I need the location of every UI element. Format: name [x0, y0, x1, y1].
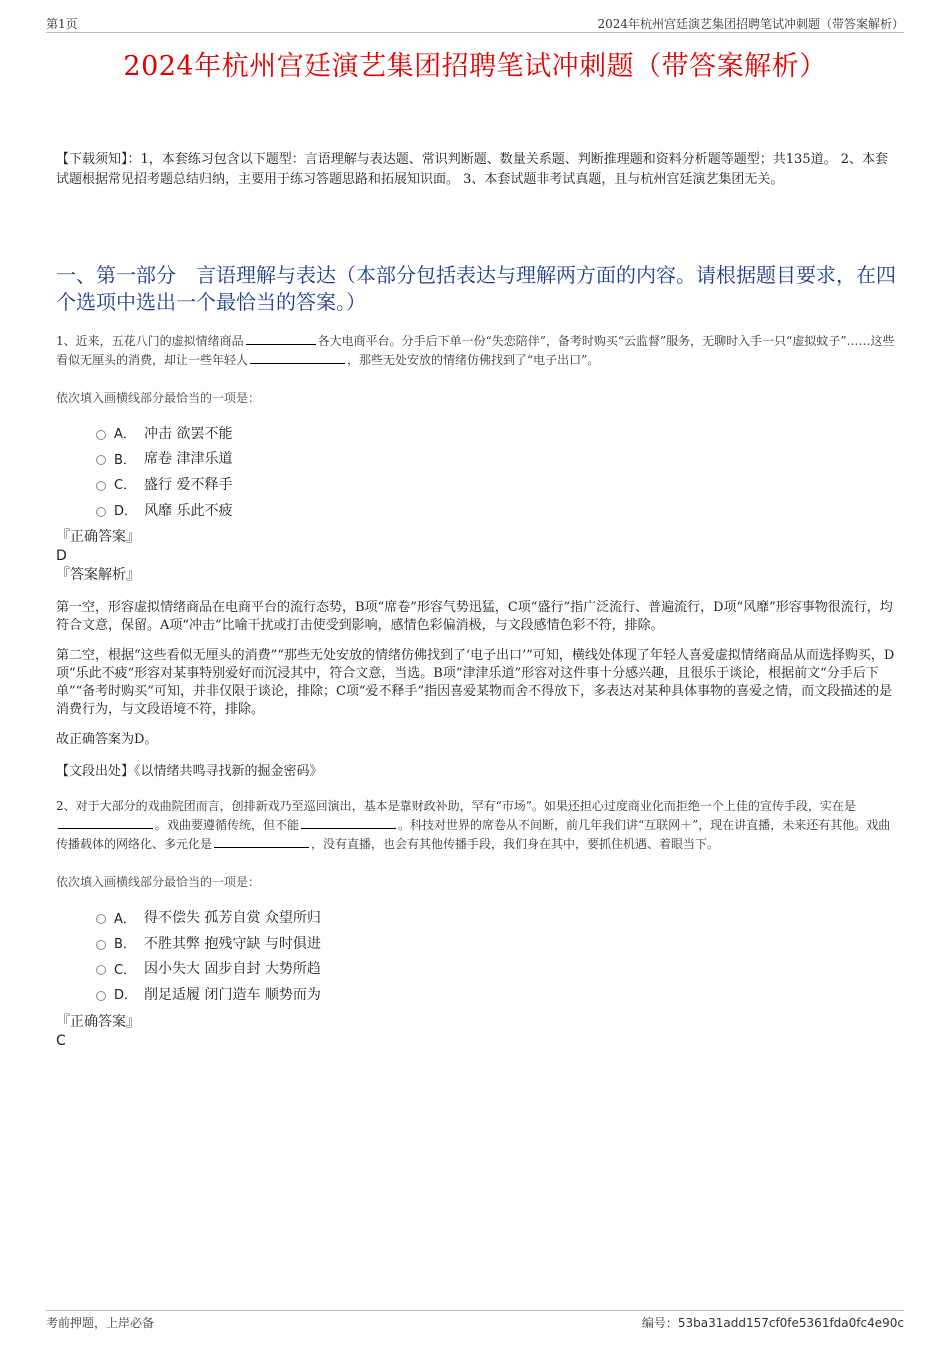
q1-analysis-p3: 故正确答案为D。	[56, 732, 158, 748]
q1-options	[96, 420, 898, 522]
q1-blank-2	[250, 351, 345, 364]
document-body	[56, 150, 898, 1051]
option-text: 因小失大 固步自封 大势所趋	[144, 961, 321, 978]
radio-icon[interactable]	[96, 481, 106, 491]
radio-icon[interactable]	[96, 965, 106, 975]
option-text: 盛行 爱不释手	[144, 476, 233, 493]
page-footer	[46, 1314, 904, 1331]
option-text: 冲击 欲罢不能	[144, 425, 233, 442]
footer-divider	[46, 1310, 904, 1311]
q1-option-c[interactable]	[96, 471, 898, 497]
footer-slogan: 考前押题，上岸必备	[46, 1316, 155, 1330]
option-text: 削足适履 闭门造车 顺势而为	[144, 986, 321, 1003]
q1-answer-label: 『正确答案』	[56, 529, 140, 546]
header-divider	[46, 32, 904, 33]
option-text: 风靡 乐此不疲	[144, 502, 233, 519]
option-letter: C．	[114, 478, 137, 494]
download-notice: 【下载须知】：1，本套练习包含以下题型：言语理解与表达题、常识判断题、数量关系题、判断推理题和资料分析题等题型；共135道。 2、本套试题根据常见招考题总结归纳，主要用于练习答题思路和拓展知识面。 3、本套试题非考试真题，且与杭州宫廷演艺集团无关。	[56, 152, 888, 187]
q1-analysis-p1: 第一空，形容虚拟情绪商品在电商平台的流行态势，B项“席卷”形容气势迅猛，C项“盛行”指广泛流行、普遍流行，D项“风靡”形容事物很流行，均符合文意，保留。A项“冲击”比喻干扰或打击使受到影响，感情色彩偏消极，与文段感情色彩不符，排除。	[56, 600, 893, 634]
q2-option-d[interactable]	[96, 981, 898, 1007]
radio-icon[interactable]	[96, 507, 106, 517]
option-letter: D．	[114, 988, 138, 1004]
q2-text-2: 。戏曲要遵循传统，但不能	[155, 818, 300, 833]
q1-option-a[interactable]	[96, 420, 898, 446]
q2-text-4: ，没有直播，也会有其他传播手段，我们身在其中，要抓住机遇、着眼当下。	[311, 837, 720, 852]
q2-option-a[interactable]	[96, 904, 898, 930]
q2-answer-label: 『正确答案』	[56, 1013, 140, 1030]
radio-icon[interactable]	[96, 914, 106, 924]
q1-text-3: ，那些无处安放的情绪仿佛找到了“电子出口”。	[347, 353, 600, 367]
radio-icon[interactable]	[96, 455, 106, 465]
q2-blank-1	[58, 816, 153, 829]
header-doc-title: 2024年杭州宫廷演艺集团招聘笔试冲刺题（带答案解析）	[597, 16, 904, 31]
option-letter: B．	[114, 452, 136, 468]
q2-blank-2	[301, 816, 396, 829]
option-text: 得不偿失 孤芳自赏 众望所归	[144, 910, 321, 927]
q1-blank-1	[246, 332, 316, 345]
option-letter: C．	[114, 962, 137, 978]
option-letter: A．	[114, 427, 136, 443]
q2-blank-3	[214, 835, 309, 848]
option-letter: B．	[114, 937, 136, 953]
option-text: 席卷 津津乐道	[144, 451, 233, 468]
q1-source: 【文段出处】《以情绪共鸣寻找新的掘金密码》	[56, 764, 323, 780]
q2-text-1: 2、对于大部分的戏曲院团而言，创排新戏乃至巡回演出，基本是靠财政补助，罕有“市场”。如果还担心过度商业化而拒绝一个上佳的宣传手段，实在是	[56, 799, 856, 814]
q1-analysis-p2: 第二空，根据“这些看似无厘头的消费”“那些无处安放的情绪仿佛找到了‘电子出口’”可知，横线处体现了年轻人喜爱虚拟情绪商品从而选择购买，D项“乐此不疲”形容对某事特别爱好而沉浸其中，符合文意，当选。B项“津津乐道”形容对这件事十分感兴趣，且很乐于谈论，根据前文“分手后下单”“备考时购买”可知，并非仅限于谈论，排除；C项“爱不释手”指因喜爱某物而舍不得放下，多表达对某种具体事物的喜爱之情，而文段描述的是消费行为，与文段语境不符，排除。	[56, 648, 895, 718]
footer-id	[642, 1314, 904, 1331]
q1-text-1: 1、近来，五花八门的虚拟情绪商品	[56, 334, 244, 348]
q1-analysis-label: 『答案解析』	[56, 567, 140, 584]
option-text: 不胜其弊 抱残守缺 与时俱进	[144, 935, 321, 952]
q2-option-b[interactable]	[96, 930, 898, 956]
q1-text-2: 各大电商平台。分手后下单一份“失恋陪伴”，备考时购买“云监督”服务，无聊时入手一只“虚拟蚊子”……这些看似无厘头的消费，却让一些年轻人	[56, 334, 895, 367]
footer-id-label: 编号：	[641, 1316, 678, 1330]
q1-prompt: 依次填入画横线部分最恰当的一项是：	[56, 391, 261, 405]
option-letter: D．	[114, 504, 138, 520]
section-heading: 一、第一部分 言语理解与表达（本部分包括表达与理解两方面的内容。请根据题目要求，在四个选项中选出一个最恰当的答案。）	[56, 263, 896, 314]
document-title: 2024年杭州宫廷演艺集团招聘笔试冲刺题（带答案解析）	[123, 51, 827, 82]
q2-options	[96, 904, 898, 1006]
page-number: 第1页	[46, 16, 78, 31]
option-letter: A．	[114, 911, 136, 927]
radio-icon[interactable]	[96, 940, 106, 950]
q2-prompt: 依次填入画横线部分最恰当的一项是：	[56, 875, 261, 890]
q1-answer: D	[56, 548, 67, 565]
q2-option-c[interactable]	[96, 956, 898, 982]
radio-icon[interactable]	[96, 430, 106, 440]
question-1-stem	[56, 332, 898, 370]
q2-text-3: 。科技对世界的席卷从不间断，前几年我们讲“互联网＋”，现在讲直播，未来还有其他。戏曲传播载体的网络化、多元化是	[56, 818, 891, 852]
radio-icon[interactable]	[96, 991, 106, 1001]
q1-option-b[interactable]	[96, 446, 898, 472]
q1-option-d[interactable]	[96, 497, 898, 523]
footer-id-code: 53ba31add157cf0fe5361fda0fc4e90c	[677, 1316, 904, 1330]
question-2-stem	[56, 797, 898, 854]
page-header	[46, 14, 904, 32]
q2-answer: C	[56, 1032, 66, 1049]
